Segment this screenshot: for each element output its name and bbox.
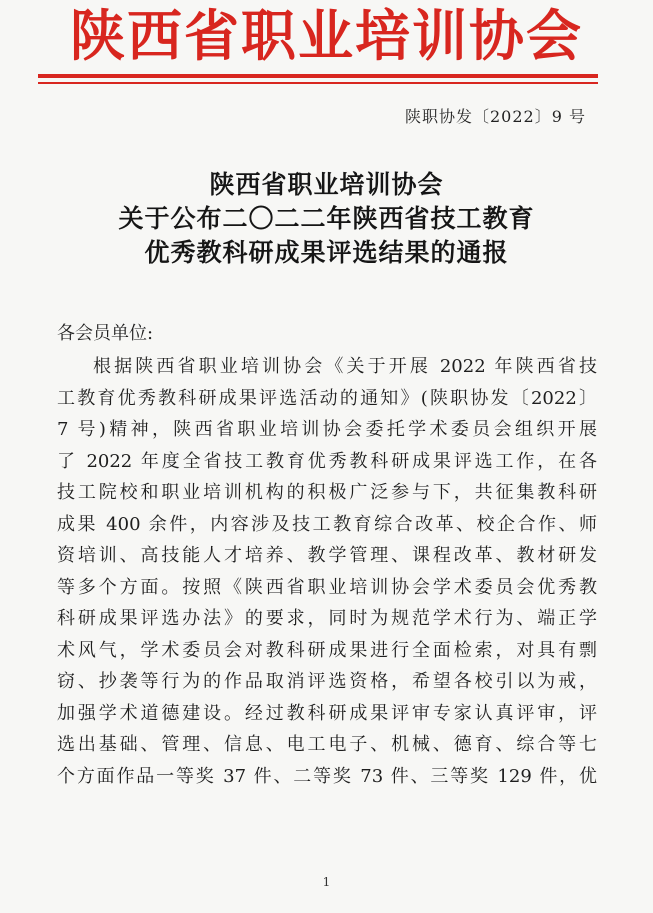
body-line: 技工院校和职业培训机构的积极广泛参与下，共征集教科研: [57, 482, 597, 503]
page-number: 1: [322, 875, 331, 889]
header-rule-thick: [38, 74, 598, 78]
body-line: 等多个方面。按照《陕西省职业培训协会学术委员会优秀教: [57, 576, 597, 598]
body-line: 7 号)精神，陕西省职业培训协会委托学术委员会组织开展: [57, 419, 597, 440]
organization-header: 陕西省职业培训协会: [69, 4, 583, 68]
document-title: [0, 168, 653, 270]
salutation: 各会员单位:: [57, 323, 154, 344]
body-line: 个方面作品一等奖 37 件、二等奖 73 件、三等奖 129 件，优: [57, 765, 597, 787]
header-rule-thin: [38, 82, 598, 84]
body-line: 选出基础、管理、信息、电工电子、机械、德育、综合等七: [57, 734, 597, 755]
body-line: 成果 400 余件，内容涉及技工教育综合改革、校企合作、师: [57, 513, 597, 535]
body-line: 工教育优秀教科研成果评选活动的通知》(陕职协发〔2022〕: [57, 387, 597, 409]
body-line: 了 2022 年度全省技工教育优秀教科研成果评选工作，在各: [57, 450, 597, 472]
body-line: 资培训、高技能人才培养、教学管理、课程改革、教材研发: [57, 545, 597, 566]
title-line-1: 陕西省职业培训协会: [209, 170, 444, 199]
body-line: 科研成果评选办法》的要求，同时为规范学术行为、端正学: [57, 608, 597, 629]
body-paragraph: [57, 351, 597, 792]
title-line-2: 关于公布二〇二二年陕西省技工教育: [118, 204, 535, 233]
body-line: 术风气，学术委员会对教科研成果进行全面检索，对具有剽: [57, 639, 597, 661]
title-line-3: 优秀教科研成果评选结果的通报: [144, 238, 509, 267]
body-line: 根据陕西省职业培训协会《关于开展 2022 年陕西省技: [93, 356, 597, 377]
body-line: 窃、抄袭等行为的作品取消评选资格，希望各校引以为戒，: [57, 671, 597, 692]
document-number: 陕职协发〔2022〕9 号: [405, 107, 586, 126]
body-line: 加强学术道德建设。经过教科研成果评审专家认真评审，评: [57, 702, 597, 724]
